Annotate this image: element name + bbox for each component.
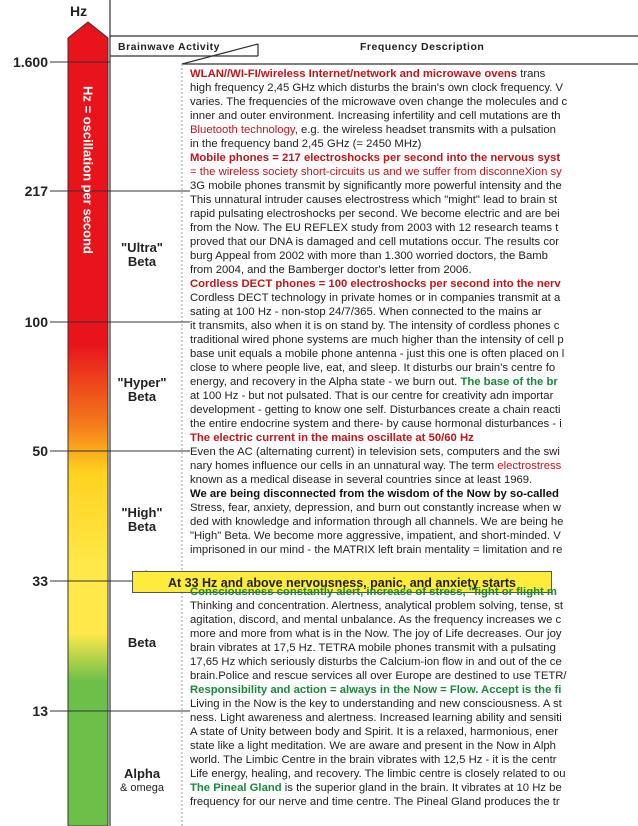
header-brainwave: Brainwave Activity [118,41,220,53]
section-consciousness: Consciousness constantly alert, increase of stress, "fight or flight m Thinking and concentration. Alertness, analytical problem solving, tense, st agitation, discord, and mental unbalance. As the frequency increases we c more and more from what is in the Now. The joy of Life decreases. Our joy brain vibrates at 17,5 Hz. TETRA mobile phones transmit with a pulsating 17,65 Hz which seriously disturbs the Calcium-ion flow in and out of the ce brain.Police and rescue services all over Europe are destined to use TETR/ [190,586,567,682]
alert-banner: At 33 Hz and above nervousness, panic, and anxiety starts [132,571,552,593]
section-wifi: WLAN//WI-FI/wireless Internet/network and microwave ovens trans high frequency 2,45 GHz which disturbs the brain's own clock frequency. V varies. The frequencies of the microwave oven change the molecules and c inner and outer environment. Increasing infertility and cell mutations are th Bluetooth technology, e.g. the wireless headset transmits with a pulsation in the frequency band 2,45 GHz (= 2450 MHz) [190,68,568,150]
tick-label: 50 [32,443,48,459]
frequency-description [190,67,638,809]
tick-label: 217 [24,183,48,199]
tick-label: 13 [32,703,48,719]
tick-label: 1.600 [12,54,48,70]
section-mobile: Mobile phones = 217 electroshocks per second into the nervous syst = the wireless society short-circuits us and we suffer from disconneXion sy 3G mobile phones transmit by significantly more powerful intensity and the This unnatural intruder causes electrostress which "might" lead to brain st rapid pulsating electroshocks per second. We become electric and are bei from the Now. The EU REFLEX study from 2003 with 12 research teams t proved that our DNA is damaged and cell mutations occur. The results cor burg Appeal from 2002 with more than 1.300 worried doctors, the Bamb from 2004, and the Bamberger doctor's letter from 2006. [190,152,562,276]
header-frequency: Frequency Description [360,41,485,53]
band-high-beta: "High" Beta [121,505,163,534]
section-responsibility: Responsibility and action = always in the Now = Flow. Accept is the fi Living in the Now is the key to understanding and new consciousness. A st ness. Light awareness and alertness. Increased learning ability and sensiti A state of Unity between body and Spirit. It is a relaxed, harmonious, ener state like a light meditation. We are aware and present in the Now in Alph world. The Limbic Centre in the brain vibrates with 12,5 Hz - it is the centr Life energy, healing, and recovery. The limbic centre is closely related to ou The Pineal Gland is the superior gland in the brain. It vibrates at 10 Hz be frequency for our nerve and time centre. The Pineal Gland produces the tr [190,684,566,808]
unit-label: Hz [70,3,88,19]
tick-label: 33 [32,573,48,589]
band-hyper-beta: "Hyper" Beta [117,375,167,404]
band-alpha: Alpha & omega [119,766,165,794]
section-electric: The electric current in the mains oscillate at 50/60 Hz Even the AC (alternating current) in television sets, computers and the swi nary homes influence our cells in an unnatural way. The term electrostress known as a medical disease in several countries since at least 1969. [190,432,562,486]
axis-title: Hz = oscillation per second [80,86,96,254]
section-disconnected: We are being disconnected from the wisdom of the Now by so-called Stress, fear, anxiety, depression, and burn out constantly increase when w ded with knowledge and information through all channels. We are being he "High" Beta. We become more aggressive, impatient, and short-minded. V imprisoned in our mind - the MATRIX left brain mentality = limitation and re [190,488,564,556]
section-dect: Cordless DECT phones = 100 electroshocks per second into the nerv Cordless DECT technology in private homes or in companies transmit at a sating at 100 Hz - non-stop 24/7/365. When connected to the mains ar it transmits, also when it is on stand by. The intensity of cordless phones c traditional wired phone systems are much higher than the intensity of cell p base unit equals a mobile phone antenna - just this one is often placed on l close to where people live, eat, and sleep. It disturbs our brain's centre fo energy, and recovery in the Alpha state - we burn out. The base of the br at 100 Hz - but not pulsated. That is our centre for creativity adn importar development - getting to know one self. Disturbances create a chain reacti the entire endocrine system and there- by cause hormonal disturbances - i [190,278,565,430]
band-ultra-beta: "Ultra" Beta [121,240,163,269]
tick-label: 100 [24,314,48,330]
band-beta: Beta [127,635,157,650]
